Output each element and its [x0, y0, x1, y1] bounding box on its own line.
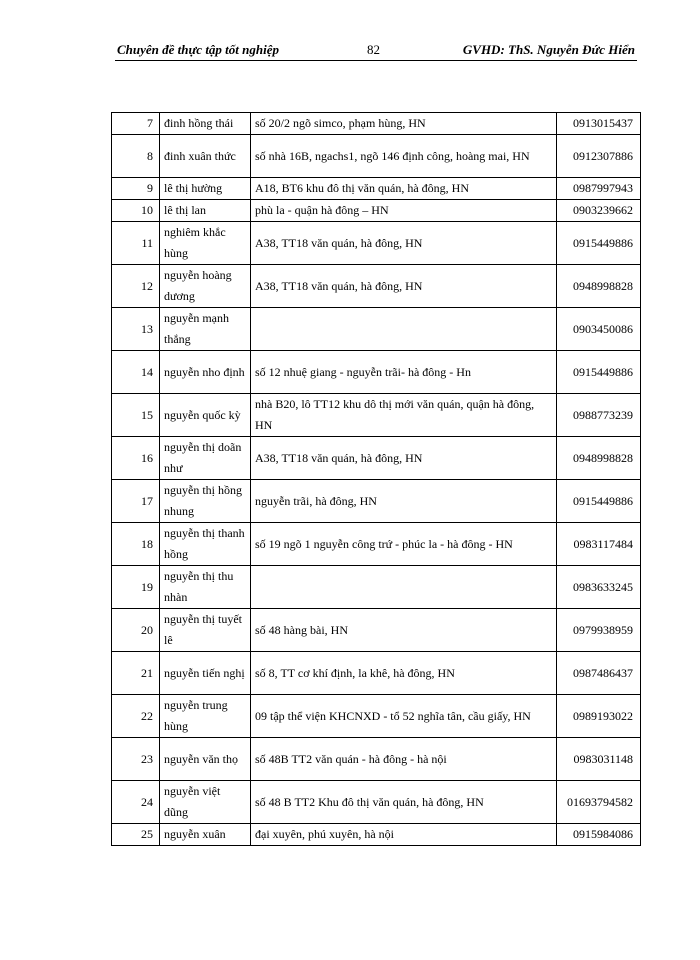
row-address: đại xuyên, phú xuyên, hà nội [251, 824, 557, 846]
row-number: 19 [112, 566, 160, 609]
row-name: lê thị lan [160, 200, 251, 222]
row-name: nguyễn xuân [160, 824, 251, 846]
row-name: nguyễn thị doãn như [160, 437, 251, 480]
row-phone: 0987486437 [557, 652, 641, 695]
row-address: A38, TT18 văn quán, hà đông, HN [251, 437, 557, 480]
row-number: 23 [112, 738, 160, 781]
table-row [112, 695, 641, 738]
row-phone: 0903239662 [557, 200, 641, 222]
row-address: A18, BT6 khu đô thị văn quán, hà đông, HN [251, 178, 557, 200]
row-number: 18 [112, 523, 160, 566]
table-row [112, 523, 641, 566]
row-phone: 0948998828 [557, 265, 641, 308]
row-phone: 0989193022 [557, 695, 641, 738]
row-name: nguyễn thị hồng nhung [160, 480, 251, 523]
row-phone: 0983633245 [557, 566, 641, 609]
row-number: 22 [112, 695, 160, 738]
row-phone: 0915449886 [557, 480, 641, 523]
row-name: đinh xuân thức [160, 135, 251, 178]
row-phone: 0948998828 [557, 437, 641, 480]
row-name: nghiêm khắc hùng [160, 222, 251, 265]
row-address: số nhà 16B, ngachs1, ngõ 146 định công, hoàng mai, HN [251, 135, 557, 178]
row-address: số 48 B TT2 Khu đô thị văn quán, hà đông, HN [251, 781, 557, 824]
row-address: nguyễn trãi, hà đông, HN [251, 480, 557, 523]
row-address: số 48 hàng bài, HN [251, 609, 557, 652]
row-phone: 0915984086 [557, 824, 641, 846]
row-address: số 19 ngõ 1 nguyễn công trứ - phúc la - hà đông - HN [251, 523, 557, 566]
row-name: nguyễn văn thọ [160, 738, 251, 781]
row-address: phù la - quận hà đông – HN [251, 200, 557, 222]
table-row [112, 265, 641, 308]
row-address: nhà B20, lô TT12 khu dô thị mới văn quán, quận hà đông, HN [251, 394, 557, 437]
row-phone: 0903450086 [557, 308, 641, 351]
row-number: 17 [112, 480, 160, 523]
table-row [112, 308, 641, 351]
row-name: nguyễn quốc kỳ [160, 394, 251, 437]
row-number: 7 [112, 113, 160, 135]
contact-table [111, 112, 641, 846]
row-name: nguyễn thị thanh hồng [160, 523, 251, 566]
row-address [251, 566, 557, 609]
page-header [115, 40, 637, 61]
table-row [112, 113, 641, 135]
row-number: 14 [112, 351, 160, 394]
row-phone: 0988773239 [557, 394, 641, 437]
row-address: số 12 nhuệ giang - nguyễn trãi- hà đông - Hn [251, 351, 557, 394]
table-row [112, 178, 641, 200]
row-phone: 0983117484 [557, 523, 641, 566]
row-name: nguyễn tiến nghị [160, 652, 251, 695]
row-number: 24 [112, 781, 160, 824]
row-number: 12 [112, 265, 160, 308]
row-phone: 0983031148 [557, 738, 641, 781]
table-row [112, 652, 641, 695]
table-row [112, 437, 641, 480]
row-phone: 0912307886 [557, 135, 641, 178]
row-phone: 0979938959 [557, 609, 641, 652]
header-left-title: Chuyên đề thực tập tốt nghiệp [117, 42, 279, 57]
table-row [112, 566, 641, 609]
row-name: lê thị hường [160, 178, 251, 200]
page-number: 82 [367, 42, 380, 57]
row-address: A38, TT18 văn quán, hà đông, HN [251, 222, 557, 265]
row-address: số 8, TT cơ khí định, la khê, hà đông, HN [251, 652, 557, 695]
table-row [112, 135, 641, 178]
row-name: nguyễn hoàng dương [160, 265, 251, 308]
table-row [112, 394, 641, 437]
row-phone: 0987997943 [557, 178, 641, 200]
row-address [251, 308, 557, 351]
table-row [112, 738, 641, 781]
table-row [112, 200, 641, 222]
table-row [112, 480, 641, 523]
row-name: nguyễn nho định [160, 351, 251, 394]
row-phone: 0913015437 [557, 113, 641, 135]
table-row [112, 824, 641, 846]
table-row [112, 351, 641, 394]
row-number: 13 [112, 308, 160, 351]
row-number: 20 [112, 609, 160, 652]
contact-table-body [112, 113, 641, 846]
row-number: 9 [112, 178, 160, 200]
row-name: đinh hồng thái [160, 113, 251, 135]
row-phone: 01693794582 [557, 781, 641, 824]
row-name: nguyễn mạnh thắng [160, 308, 251, 351]
row-number: 16 [112, 437, 160, 480]
row-number: 11 [112, 222, 160, 265]
row-address: số 20/2 ngõ simco, phạm hùng, HN [251, 113, 557, 135]
row-number: 10 [112, 200, 160, 222]
row-name: nguyễn việt dũng [160, 781, 251, 824]
row-address: 09 tập thể viện KHCNXD - tổ 52 nghĩa tân, cầu giấy, HN [251, 695, 557, 738]
row-name: nguyễn trung hùng [160, 695, 251, 738]
row-number: 8 [112, 135, 160, 178]
row-number: 21 [112, 652, 160, 695]
header-right-advisor: GVHD: ThS. Nguyễn Đức Hiển [462, 42, 635, 57]
row-address: A38, TT18 văn quán, hà đông, HN [251, 265, 557, 308]
row-phone: 0915449886 [557, 222, 641, 265]
row-number: 25 [112, 824, 160, 846]
row-number: 15 [112, 394, 160, 437]
row-name: nguyễn thị tuyết lê [160, 609, 251, 652]
table-row [112, 222, 641, 265]
table-row [112, 781, 641, 824]
row-name: nguyễn thị thu nhàn [160, 566, 251, 609]
row-phone: 0915449886 [557, 351, 641, 394]
table-row [112, 609, 641, 652]
row-address: số 48B TT2 văn quán - hà đông - hà nội [251, 738, 557, 781]
